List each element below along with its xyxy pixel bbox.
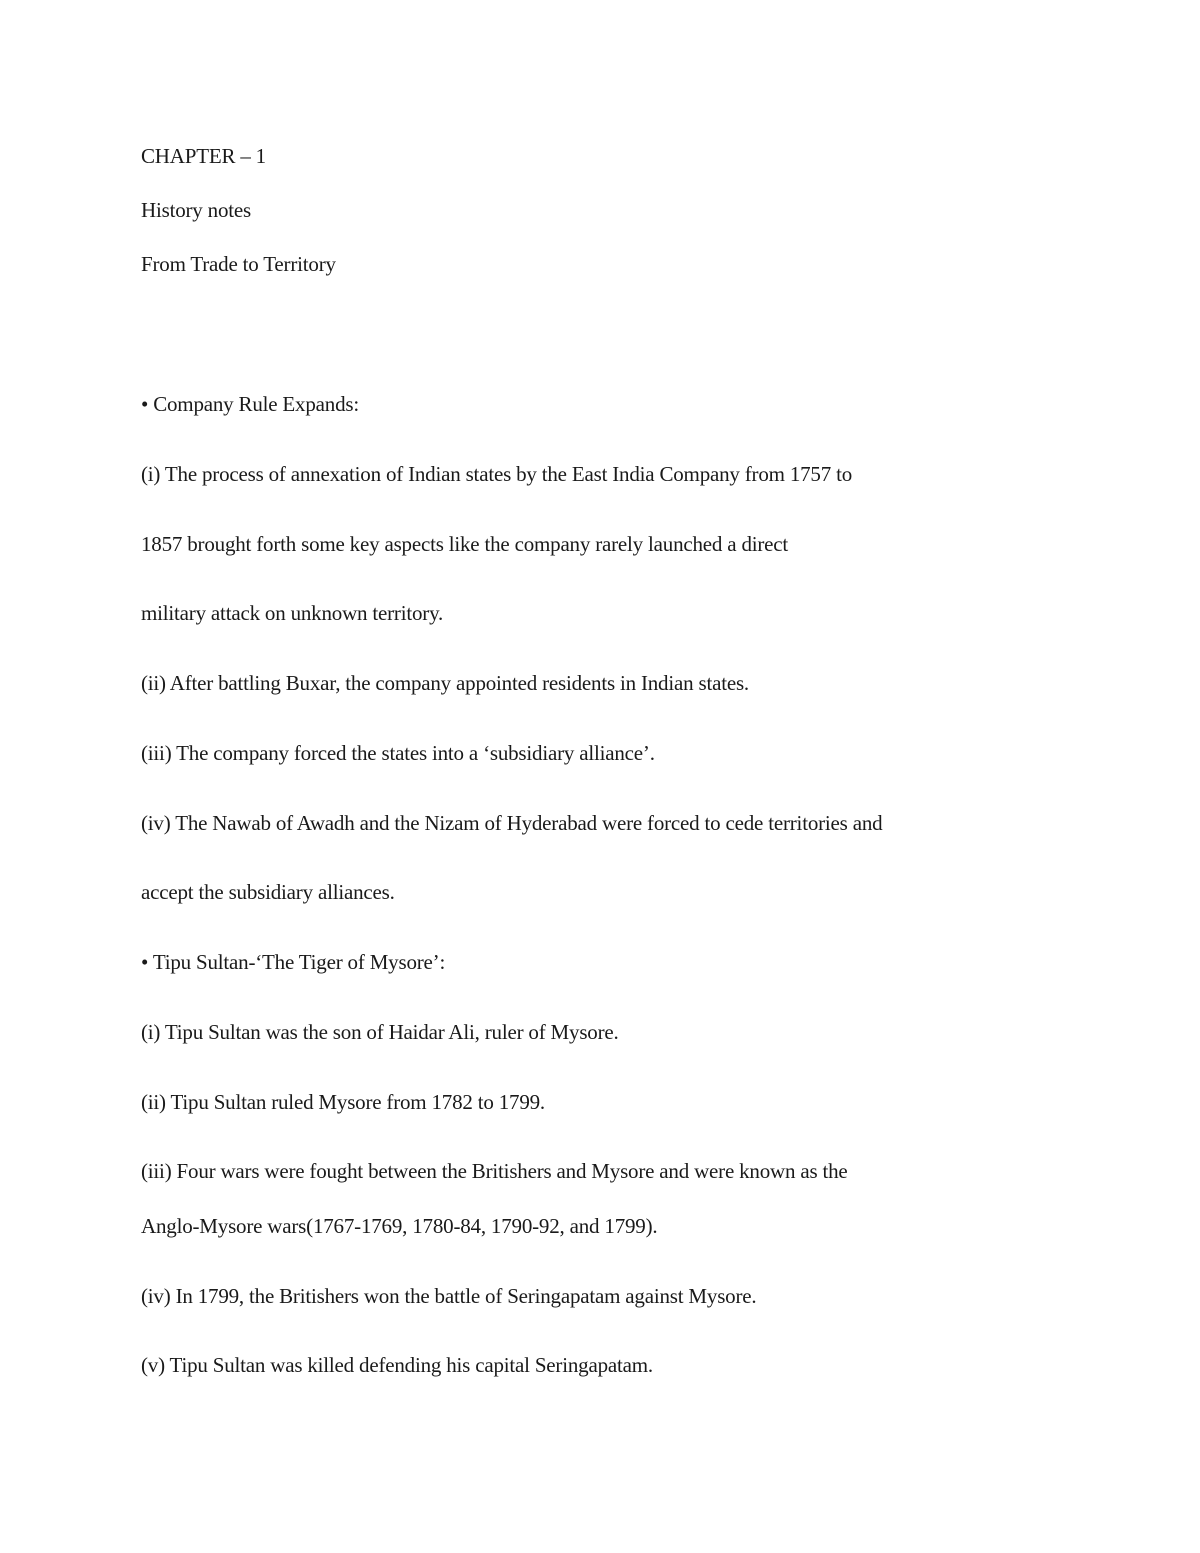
- paragraph-line: accept the subsidiary alliances.: [141, 880, 395, 904]
- paragraph-line: (i) Tipu Sultan was the son of Haidar Ali, ruler of Mysore.: [141, 1020, 619, 1044]
- paragraph-line: Anglo-Mysore wars(1767-1769, 1780-84, 1790-92, and 1799).: [141, 1214, 658, 1238]
- paragraph-line: (i) The process of annexation of Indian states by the East India Company from 1757 to: [141, 462, 853, 486]
- paragraph-line: (iii) The company forced the states into a ‘subsidiary alliance’.: [141, 741, 655, 765]
- section-heading-company-rule: • Company Rule Expands:: [141, 392, 359, 416]
- paragraph-line: (ii) After battling Buxar, the company appointed residents in Indian states.: [141, 671, 749, 695]
- section-heading-tipu-sultan: • Tipu Sultan-‘The Tiger of Mysore’:: [141, 950, 446, 974]
- paragraph-line: 1857 brought forth some key aspects like the company rarely launched a direct: [141, 532, 789, 556]
- paragraph-line: (v) Tipu Sultan was killed defending his capital Seringapatam.: [141, 1353, 653, 1377]
- paragraph-line: (iv) In 1799, the Britishers won the battle of Seringapatam against Mysore.: [141, 1284, 757, 1308]
- chapter-label: CHAPTER – 1: [141, 144, 266, 168]
- paragraph-line: (ii) Tipu Sultan ruled Mysore from 1782 to 1799.: [141, 1090, 545, 1114]
- document-subtitle: History notes: [141, 198, 251, 222]
- paragraph-line: (iv) The Nawab of Awadh and the Nizam of Hyderabad were forced to cede territories and: [141, 811, 883, 835]
- document-title: From Trade to Territory: [141, 252, 336, 276]
- paragraph-line: military attack on unknown territory.: [141, 601, 444, 625]
- paragraph-line: (iii) Four wars were fought between the Britishers and Mysore and were known as the: [141, 1159, 848, 1183]
